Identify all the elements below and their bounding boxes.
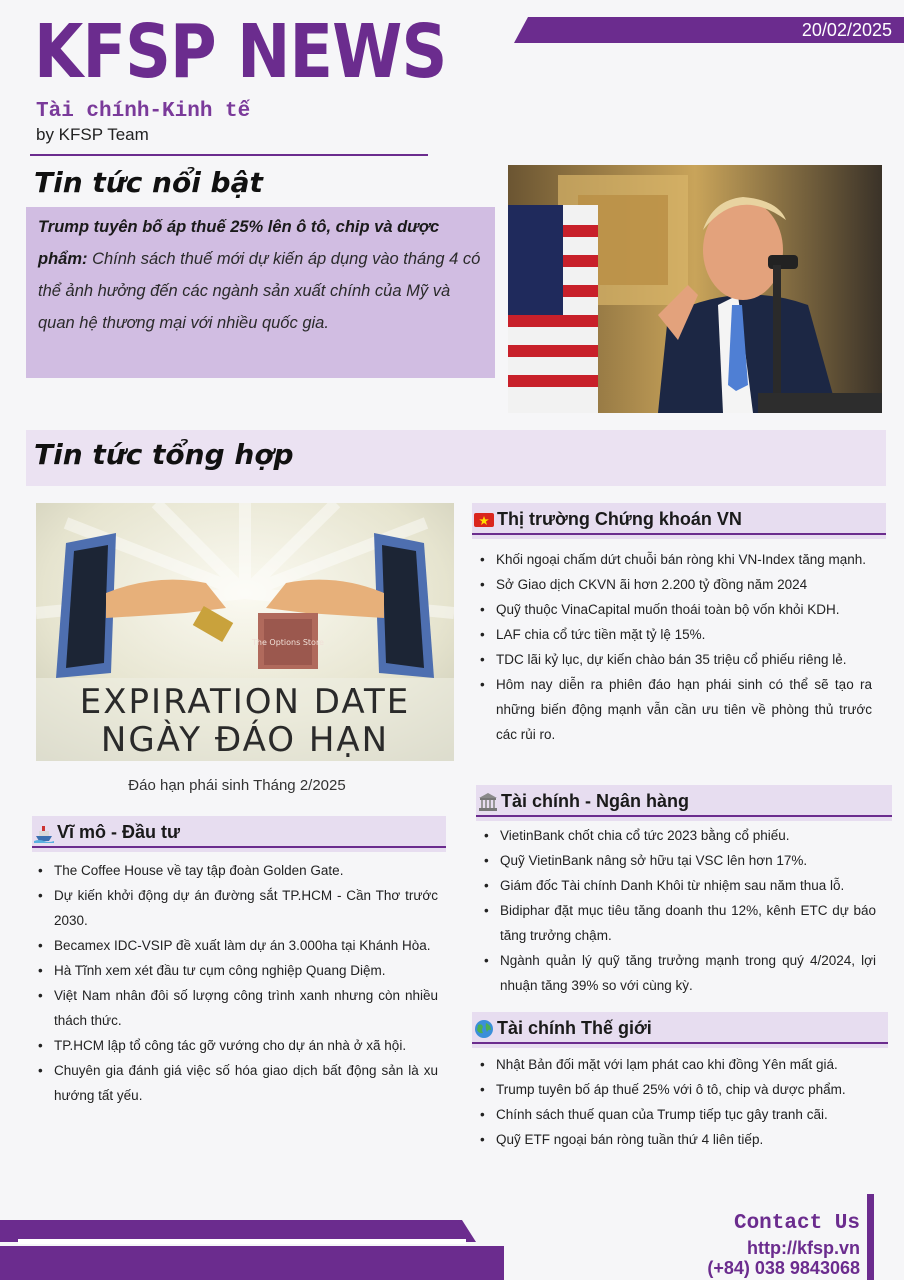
highlight-lead-bold: Trump tuyên bố áp thuế 25% lên ô tô, chip và dược phẩm: (38, 218, 440, 268)
vietnam-flag-icon (474, 510, 494, 530)
expiration-line1: EXPIRATION DATE (79, 682, 411, 722)
banking-underline (476, 815, 892, 817)
globe-icon (474, 1019, 494, 1039)
footer-white-stripe (18, 1239, 466, 1244)
banking-title-text: Tài chính - Ngân hàng (501, 791, 689, 811)
news-item[interactable]: • Khối ngoại chấm dứt chuỗi bán ròng khi VN-Index tăng mạnh. (476, 547, 872, 572)
news-item[interactable]: • Becamex IDC-VSIP đề xuất làm dự án 3.000ha tại Khánh Hòa. (34, 933, 438, 958)
bank-icon (478, 792, 498, 812)
world-underline (472, 1042, 888, 1044)
news-item[interactable]: • Ngành quản lý quỹ tăng trưởng mạnh trong quý 4/2024, lợi nhuận tăng 39% so với cùng kỳ. (480, 948, 876, 998)
footer-accent-bar-lower (0, 1246, 504, 1280)
contact-url-link[interactable]: http://kfsp.vn (747, 1238, 860, 1258)
news-item[interactable]: • Chuyên gia đánh giá việc số hóa giao dịch bất động sản là xu hướng tất yếu. (34, 1058, 438, 1108)
news-item[interactable]: • Quỹ thuộc VinaCapital muốn thoái toàn bộ vốn khỏi KDH. (476, 597, 872, 622)
news-item[interactable]: • Hôm nay diễn ra phiên đáo hạn phái sinh có thể sẽ tạo ra những biến động mạnh vẫn cần ưu tiên về phòng thủ trước các rủi ro. (476, 672, 872, 747)
news-item[interactable]: • Hà Tĩnh xem xét đầu tư cụm công nghiệp Quang Diệm. (34, 958, 438, 983)
news-item[interactable]: • VietinBank chốt chia cổ tức 2023 bằng cổ phiếu. (480, 823, 876, 848)
macro-title (34, 822, 180, 843)
news-item[interactable]: • Nhật Bản đối mặt với lạm phát cao khi đồng Yên mất giá. (476, 1052, 872, 1077)
news-item[interactable]: • Bidiphar đặt mục tiêu tăng doanh thu 12%, kênh ETC dự báo tăng trưởng chậm. (480, 898, 876, 948)
issue-date: 20/02/2025 (801, 20, 892, 40)
news-item[interactable]: • TDC lãi kỷ lục, dự kiến chào bán 35 triệu cổ phiếu riêng lẻ. (476, 647, 872, 672)
stocks-title (474, 509, 742, 530)
highlight-photo (508, 165, 882, 413)
speaker-photo-illustration (508, 165, 882, 413)
summary-heading: Tin tức tổng hợp (34, 438, 294, 471)
highlight-box (26, 207, 495, 378)
stocks-underline (472, 533, 886, 535)
masthead-title: KFSP NEWS (34, 9, 447, 95)
news-item[interactable]: • The Coffee House về tay tập đoàn Golden Gate. (34, 858, 438, 883)
banking-title (478, 791, 689, 812)
expiration-date-image (36, 503, 454, 761)
news-item[interactable]: • Việt Nam nhân đôi số lượng công trình xanh nhưng còn nhiều thách thức. (34, 983, 438, 1033)
contact-title: Contact Us (733, 1212, 860, 1235)
expiration-date-illustration (36, 503, 454, 761)
news-item[interactable]: • Quỹ ETF ngoại bán ròng tuần thứ 4 liên tiếp. (476, 1127, 872, 1152)
macro-underline (32, 846, 446, 848)
world-title (474, 1018, 652, 1039)
news-item[interactable]: • Sở Giao dịch CKVN ãi hơn 2.200 tỷ đồng năm 2024 (476, 572, 872, 597)
masthead-divider (30, 154, 428, 156)
highlight-lead-text: Chính sách thuế mới dự kiến áp dụng vào tháng 4 có thể ảnh hưởng đến các ngành sản xuất chính của Mỹ và quan hệ thương mại với nhiều quốc gia. (38, 250, 481, 332)
contact-phone[interactable]: (+84) 038 9843068 (707, 1258, 860, 1278)
expiration-caption: Đáo hạn phái sinh Tháng 2/2025 (128, 777, 346, 794)
banking-news-list (480, 823, 876, 998)
news-item[interactable]: • Giám đốc Tài chính Danh Khôi từ nhiệm sau năm thua lỗ. (480, 873, 876, 898)
banking-section-header (476, 785, 892, 821)
contact-accent-bar (867, 1194, 874, 1280)
news-item[interactable]: • Quỹ VietinBank nâng sở hữu tại VSC lên hơn 17%. (480, 848, 876, 873)
macro-section-header (32, 816, 446, 852)
stocks-title-text: Thị trường Chứng khoán VN (497, 509, 742, 529)
masthead-byline: by KFSP Team (36, 125, 149, 144)
news-item[interactable]: • Dự kiến khởi động dự án đường sắt TP.HCM - Cần Thơ trước 2030. (34, 883, 438, 933)
options-store-label: The Options Store (252, 638, 324, 647)
news-item[interactable]: • TP.HCM lập tổ công tác gỡ vướng cho dự án nhà ở xã hội. (34, 1033, 438, 1058)
stocks-news-list (476, 547, 872, 747)
highlight-heading: Tin tức nổi bật (34, 166, 263, 199)
world-news-list (476, 1052, 872, 1152)
macro-news-list (34, 858, 438, 1108)
news-item[interactable]: • Chính sách thuế quan của Trump tiếp tục gây tranh cãi. (476, 1102, 872, 1127)
masthead-subtitle: Tài chính-Kinh tế (36, 100, 251, 123)
macro-title-text: Vĩ mô - Đầu tư (57, 822, 181, 842)
world-section-header (472, 1012, 888, 1048)
expiration-line2: NGÀY ĐÁO HẠN (100, 720, 390, 760)
ship-icon (34, 823, 54, 843)
news-item[interactable]: • Trump tuyên bố áp thuế 25% với ô tô, chip và dược phẩm. (476, 1077, 872, 1102)
world-title-text: Tài chính Thế giới (497, 1018, 652, 1038)
news-item[interactable]: • LAF chia cổ tức tiền mặt tỷ lệ 15%. (476, 622, 872, 647)
stocks-section-header (472, 503, 886, 539)
